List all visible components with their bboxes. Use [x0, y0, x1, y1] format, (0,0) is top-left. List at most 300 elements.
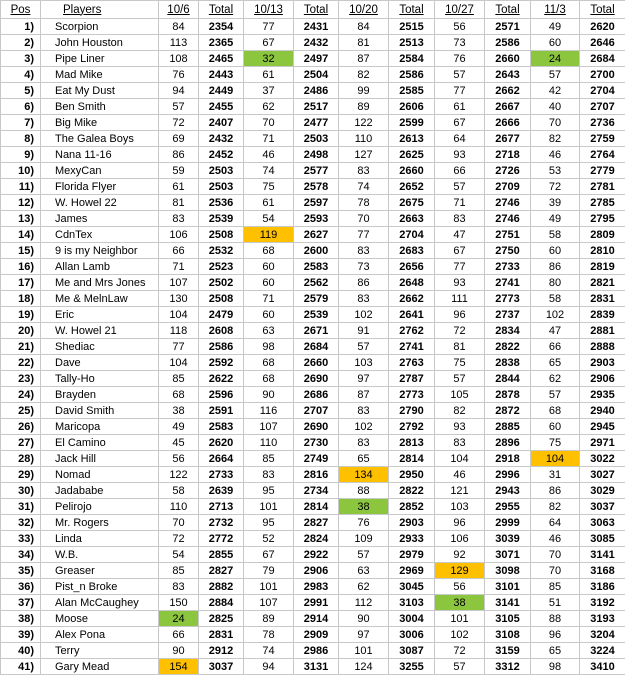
total-week-5: 2839: [580, 307, 625, 323]
score-week-5: 64: [531, 515, 580, 531]
total-week-4: 2822: [485, 339, 531, 355]
total-week-2: 2690: [294, 371, 339, 387]
score-week-5: 60: [531, 419, 580, 435]
pos-cell: 23): [1, 371, 41, 387]
score-week-1: 110: [159, 499, 199, 515]
pos-cell: 3): [1, 51, 41, 67]
total-week-2: 2909: [294, 627, 339, 643]
score-week-2: 60: [244, 275, 294, 291]
total-week-2: 2734: [294, 483, 339, 499]
score-week-5: 58: [531, 291, 580, 307]
score-week-1: 76: [159, 67, 199, 83]
score-week-5: 31: [531, 467, 580, 483]
score-week-5: 49: [531, 19, 580, 35]
score-week-1: 24: [159, 611, 199, 627]
total-week-5: 2810: [580, 243, 625, 259]
score-week-4: 73: [435, 35, 485, 51]
score-week-2: 61: [244, 195, 294, 211]
total-week-5: 3224: [580, 643, 625, 659]
total-week-2: 2690: [294, 419, 339, 435]
score-week-2: 70: [244, 115, 294, 131]
score-week-3: 99: [339, 83, 389, 99]
score-week-4: 96: [435, 307, 485, 323]
total-week-5: 2646: [580, 35, 625, 51]
total-week-1: 2912: [199, 643, 244, 659]
header-row: [1, 1, 625, 19]
total-week-4: 3071: [485, 547, 531, 563]
score-week-5: 46: [531, 531, 580, 547]
total-week-2: 2684: [294, 339, 339, 355]
total-week-4: 2750: [485, 243, 531, 259]
total-week-4: 2677: [485, 131, 531, 147]
score-week-2: 107: [244, 595, 294, 611]
score-week-5: 86: [531, 259, 580, 275]
total-week-2: 2671: [294, 323, 339, 339]
score-week-1: 81: [159, 195, 199, 211]
total-week-3: 2762: [389, 323, 435, 339]
total-week-1: 2664: [199, 451, 244, 467]
total-week-1: 2532: [199, 243, 244, 259]
player-name: El Camino: [41, 435, 159, 451]
total-week-2: 3131: [294, 659, 339, 675]
total-week-3: 2763: [389, 355, 435, 371]
score-week-3: 97: [339, 371, 389, 387]
score-week-3: 102: [339, 419, 389, 435]
score-week-1: 113: [159, 35, 199, 51]
score-week-2: 67: [244, 547, 294, 563]
total-week-1: 2502: [199, 275, 244, 291]
score-week-2: 78: [244, 627, 294, 643]
score-week-1: 68: [159, 387, 199, 403]
player-name: Greaser: [41, 563, 159, 579]
table-row: [1, 19, 625, 35]
total-week-1: 2831: [199, 627, 244, 643]
total-week-3: 3087: [389, 643, 435, 659]
table-row: [1, 643, 625, 659]
score-week-5: 98: [531, 659, 580, 675]
total-week-3: 3103: [389, 595, 435, 611]
player-name: Big Mike: [41, 115, 159, 131]
pos-cell: 18): [1, 291, 41, 307]
total-week-1: 2884: [199, 595, 244, 611]
score-week-1: 130: [159, 291, 199, 307]
score-week-3: 134: [339, 467, 389, 483]
table-row: [1, 83, 625, 99]
score-week-3: 86: [339, 275, 389, 291]
total-week-5: 2707: [580, 99, 625, 115]
score-week-1: 70: [159, 515, 199, 531]
total-week-1: 2452: [199, 147, 244, 163]
table-row: [1, 419, 625, 435]
total-week-2: 2498: [294, 147, 339, 163]
total-week-4: 2751: [485, 227, 531, 243]
header-week-3: 10/20: [339, 1, 389, 19]
total-week-4: 2571: [485, 19, 531, 35]
table-row: [1, 579, 625, 595]
total-week-5: 2779: [580, 163, 625, 179]
score-week-3: 90: [339, 611, 389, 627]
pos-cell: 27): [1, 435, 41, 451]
player-name: John Houston: [41, 35, 159, 51]
pos-cell: 30): [1, 483, 41, 499]
table-row: [1, 211, 625, 227]
score-week-3: 101: [339, 643, 389, 659]
score-week-3: 62: [339, 579, 389, 595]
score-week-3: 77: [339, 227, 389, 243]
total-week-1: 2586: [199, 339, 244, 355]
player-name: Me & MelnLaw: [41, 291, 159, 307]
player-name: Tally-Ho: [41, 371, 159, 387]
total-week-1: 2479: [199, 307, 244, 323]
score-week-4: 77: [435, 259, 485, 275]
total-week-3: 2513: [389, 35, 435, 51]
total-week-4: 3108: [485, 627, 531, 643]
score-week-1: 59: [159, 163, 199, 179]
total-week-5: 2903: [580, 355, 625, 371]
total-week-4: 2878: [485, 387, 531, 403]
total-week-3: 2979: [389, 547, 435, 563]
player-name: Dave: [41, 355, 159, 371]
score-week-1: 66: [159, 243, 199, 259]
score-week-3: 65: [339, 451, 389, 467]
total-week-5: 3192: [580, 595, 625, 611]
player-name: W. Howel 21: [41, 323, 159, 339]
score-week-3: 91: [339, 323, 389, 339]
total-week-1: 2443: [199, 67, 244, 83]
score-week-5: 82: [531, 499, 580, 515]
score-week-2: 98: [244, 339, 294, 355]
score-week-3: 124: [339, 659, 389, 675]
total-week-4: 2718: [485, 147, 531, 163]
total-week-3: 2625: [389, 147, 435, 163]
player-name: W.B.: [41, 547, 159, 563]
total-week-1: 2620: [199, 435, 244, 451]
table-row: [1, 595, 625, 611]
score-week-3: 97: [339, 627, 389, 643]
score-week-4: 72: [435, 323, 485, 339]
player-name: Moose: [41, 611, 159, 627]
score-week-2: 61: [244, 67, 294, 83]
total-week-4: 2885: [485, 419, 531, 435]
score-week-2: 71: [244, 131, 294, 147]
total-week-4: 2666: [485, 115, 531, 131]
score-week-2: 68: [244, 355, 294, 371]
table-row: [1, 531, 625, 547]
total-week-3: 2648: [389, 275, 435, 291]
pos-cell: 8): [1, 131, 41, 147]
score-week-3: 109: [339, 531, 389, 547]
player-name: James: [41, 211, 159, 227]
total-week-1: 2407: [199, 115, 244, 131]
score-week-1: 107: [159, 275, 199, 291]
total-week-1: 2523: [199, 259, 244, 275]
total-week-4: 2838: [485, 355, 531, 371]
total-week-2: 2579: [294, 291, 339, 307]
total-week-1: 2449: [199, 83, 244, 99]
total-week-2: 2660: [294, 355, 339, 371]
score-week-2: 110: [244, 435, 294, 451]
score-week-3: 83: [339, 435, 389, 451]
score-week-2: 60: [244, 259, 294, 275]
total-week-4: 2996: [485, 467, 531, 483]
score-week-5: 85: [531, 579, 580, 595]
score-week-4: 83: [435, 435, 485, 451]
score-week-1: 150: [159, 595, 199, 611]
score-week-2: 60: [244, 307, 294, 323]
pos-cell: 40): [1, 643, 41, 659]
total-week-2: 2597: [294, 195, 339, 211]
pos-cell: 16): [1, 259, 41, 275]
score-week-5: 68: [531, 403, 580, 419]
total-week-3: 2584: [389, 51, 435, 67]
total-week-3: 2704: [389, 227, 435, 243]
total-week-4: 2872: [485, 403, 531, 419]
score-week-5: 70: [531, 547, 580, 563]
score-week-1: 58: [159, 483, 199, 499]
total-week-3: 2814: [389, 451, 435, 467]
score-week-4: 96: [435, 515, 485, 531]
score-week-1: 94: [159, 83, 199, 99]
score-week-1: 72: [159, 115, 199, 131]
score-week-4: 57: [435, 179, 485, 195]
total-week-1: 2882: [199, 579, 244, 595]
score-week-4: 57: [435, 371, 485, 387]
score-week-2: 74: [244, 163, 294, 179]
score-week-4: 93: [435, 147, 485, 163]
score-week-4: 64: [435, 131, 485, 147]
total-week-2: 2486: [294, 83, 339, 99]
total-week-1: 2825: [199, 611, 244, 627]
score-week-5: 66: [531, 339, 580, 355]
total-week-5: 3410: [580, 659, 625, 675]
total-week-4: 2660: [485, 51, 531, 67]
total-week-4: 2896: [485, 435, 531, 451]
score-week-3: 83: [339, 291, 389, 307]
header-players: Players: [41, 1, 159, 19]
total-week-1: 2508: [199, 227, 244, 243]
player-name: Mad Mike: [41, 67, 159, 83]
score-week-4: 46: [435, 467, 485, 483]
table-row: [1, 67, 625, 83]
score-week-2: 37: [244, 83, 294, 99]
total-week-4: 2943: [485, 483, 531, 499]
score-week-1: 104: [159, 307, 199, 323]
total-week-3: 2822: [389, 483, 435, 499]
total-week-5: 2881: [580, 323, 625, 339]
total-week-5: 3204: [580, 627, 625, 643]
score-week-1: 85: [159, 563, 199, 579]
score-week-1: 71: [159, 259, 199, 275]
score-week-3: 122: [339, 115, 389, 131]
total-week-1: 2455: [199, 99, 244, 115]
total-week-5: 2736: [580, 115, 625, 131]
total-week-5: 2764: [580, 147, 625, 163]
score-week-1: 118: [159, 323, 199, 339]
player-name: Gary Mead: [41, 659, 159, 675]
table-row: [1, 163, 625, 179]
score-week-2: 101: [244, 579, 294, 595]
score-week-1: 108: [159, 51, 199, 67]
total-week-5: 2620: [580, 19, 625, 35]
total-week-4: 2709: [485, 179, 531, 195]
total-week-3: 2675: [389, 195, 435, 211]
player-name: Me and Mrs Jones: [41, 275, 159, 291]
pos-cell: 38): [1, 611, 41, 627]
player-name: Nana 11-16: [41, 147, 159, 163]
total-week-5: 3029: [580, 483, 625, 499]
total-week-2: 2432: [294, 35, 339, 51]
score-week-2: 119: [244, 227, 294, 243]
score-week-4: 103: [435, 499, 485, 515]
pos-cell: 19): [1, 307, 41, 323]
total-week-1: 2536: [199, 195, 244, 211]
total-week-1: 2622: [199, 371, 244, 387]
score-week-5: 80: [531, 275, 580, 291]
pos-cell: 9): [1, 147, 41, 163]
pos-cell: 31): [1, 499, 41, 515]
score-week-2: 94: [244, 659, 294, 675]
score-week-3: 78: [339, 195, 389, 211]
total-week-1: 2827: [199, 563, 244, 579]
score-week-1: 90: [159, 643, 199, 659]
total-week-1: 2539: [199, 211, 244, 227]
score-week-3: 127: [339, 147, 389, 163]
pos-cell: 12): [1, 195, 41, 211]
score-week-1: 69: [159, 131, 199, 147]
total-week-1: 2365: [199, 35, 244, 51]
score-week-2: 107: [244, 419, 294, 435]
total-week-1: 2592: [199, 355, 244, 371]
score-week-5: 53: [531, 163, 580, 179]
player-name: Florida Flyer: [41, 179, 159, 195]
total-week-5: 3085: [580, 531, 625, 547]
total-week-5: 2888: [580, 339, 625, 355]
table-row: [1, 403, 625, 419]
score-week-5: 46: [531, 147, 580, 163]
total-week-3: 2641: [389, 307, 435, 323]
table-row: [1, 307, 625, 323]
total-week-5: 3063: [580, 515, 625, 531]
score-week-1: 84: [159, 19, 199, 35]
total-week-5: 3022: [580, 451, 625, 467]
table-row: [1, 451, 625, 467]
header-total-1: Total: [199, 1, 244, 19]
total-week-5: 2940: [580, 403, 625, 419]
total-week-2: 2730: [294, 435, 339, 451]
player-name: Shediac: [41, 339, 159, 355]
score-week-2: 67: [244, 35, 294, 51]
score-week-1: 83: [159, 211, 199, 227]
score-week-1: 122: [159, 467, 199, 483]
score-week-3: 87: [339, 387, 389, 403]
total-week-2: 2986: [294, 643, 339, 659]
total-week-1: 2608: [199, 323, 244, 339]
total-week-5: 2821: [580, 275, 625, 291]
score-week-5: 65: [531, 355, 580, 371]
total-week-2: 2578: [294, 179, 339, 195]
table-row: [1, 659, 625, 675]
score-week-1: 86: [159, 147, 199, 163]
total-week-3: 2663: [389, 211, 435, 227]
total-week-3: 2792: [389, 419, 435, 435]
total-week-4: 2643: [485, 67, 531, 83]
total-week-3: 2950: [389, 467, 435, 483]
score-week-5: 70: [531, 115, 580, 131]
total-week-4: 2955: [485, 499, 531, 515]
total-week-4: 2733: [485, 259, 531, 275]
total-week-4: 3098: [485, 563, 531, 579]
total-week-3: 2852: [389, 499, 435, 515]
score-week-2: 83: [244, 467, 294, 483]
score-week-1: 77: [159, 339, 199, 355]
score-week-3: 63: [339, 563, 389, 579]
total-week-5: 2795: [580, 211, 625, 227]
total-week-2: 2477: [294, 115, 339, 131]
score-week-5: 86: [531, 483, 580, 499]
player-name: Nomad: [41, 467, 159, 483]
pos-cell: 17): [1, 275, 41, 291]
table-row: [1, 275, 625, 291]
player-name: Ben Smith: [41, 99, 159, 115]
pos-cell: 2): [1, 35, 41, 51]
total-week-3: 2515: [389, 19, 435, 35]
score-week-4: 121: [435, 483, 485, 499]
pos-cell: 33): [1, 531, 41, 547]
score-week-3: 112: [339, 595, 389, 611]
total-week-2: 2991: [294, 595, 339, 611]
score-week-4: 57: [435, 67, 485, 83]
score-week-3: 87: [339, 51, 389, 67]
score-week-3: 76: [339, 515, 389, 531]
score-week-4: 56: [435, 579, 485, 595]
score-week-5: 88: [531, 611, 580, 627]
table-row: [1, 387, 625, 403]
player-name: Pipe Liner: [41, 51, 159, 67]
table-row: [1, 483, 625, 499]
header-pos: Pos: [1, 1, 41, 19]
total-week-4: 2834: [485, 323, 531, 339]
total-week-1: 2432: [199, 131, 244, 147]
total-week-4: 2746: [485, 195, 531, 211]
player-name: Eric: [41, 307, 159, 323]
total-week-3: 2662: [389, 291, 435, 307]
total-week-2: 2906: [294, 563, 339, 579]
player-name: CdnTex: [41, 227, 159, 243]
player-name: Linda: [41, 531, 159, 547]
total-week-2: 2600: [294, 243, 339, 259]
score-week-5: 70: [531, 563, 580, 579]
total-week-5: 2700: [580, 67, 625, 83]
score-week-2: 52: [244, 531, 294, 547]
player-name: David Smith: [41, 403, 159, 419]
total-week-1: 2354: [199, 19, 244, 35]
table-row: [1, 435, 625, 451]
pos-cell: 24): [1, 387, 41, 403]
score-week-1: 57: [159, 99, 199, 115]
player-name: Eat My Dust: [41, 83, 159, 99]
total-week-5: 3168: [580, 563, 625, 579]
score-week-1: 85: [159, 371, 199, 387]
score-week-1: 106: [159, 227, 199, 243]
total-week-3: 3255: [389, 659, 435, 675]
score-week-1: 154: [159, 659, 199, 675]
total-week-1: 2583: [199, 419, 244, 435]
score-week-1: 61: [159, 179, 199, 195]
total-week-4: 3039: [485, 531, 531, 547]
total-week-4: 3105: [485, 611, 531, 627]
pos-cell: 35): [1, 563, 41, 579]
score-week-3: 83: [339, 243, 389, 259]
